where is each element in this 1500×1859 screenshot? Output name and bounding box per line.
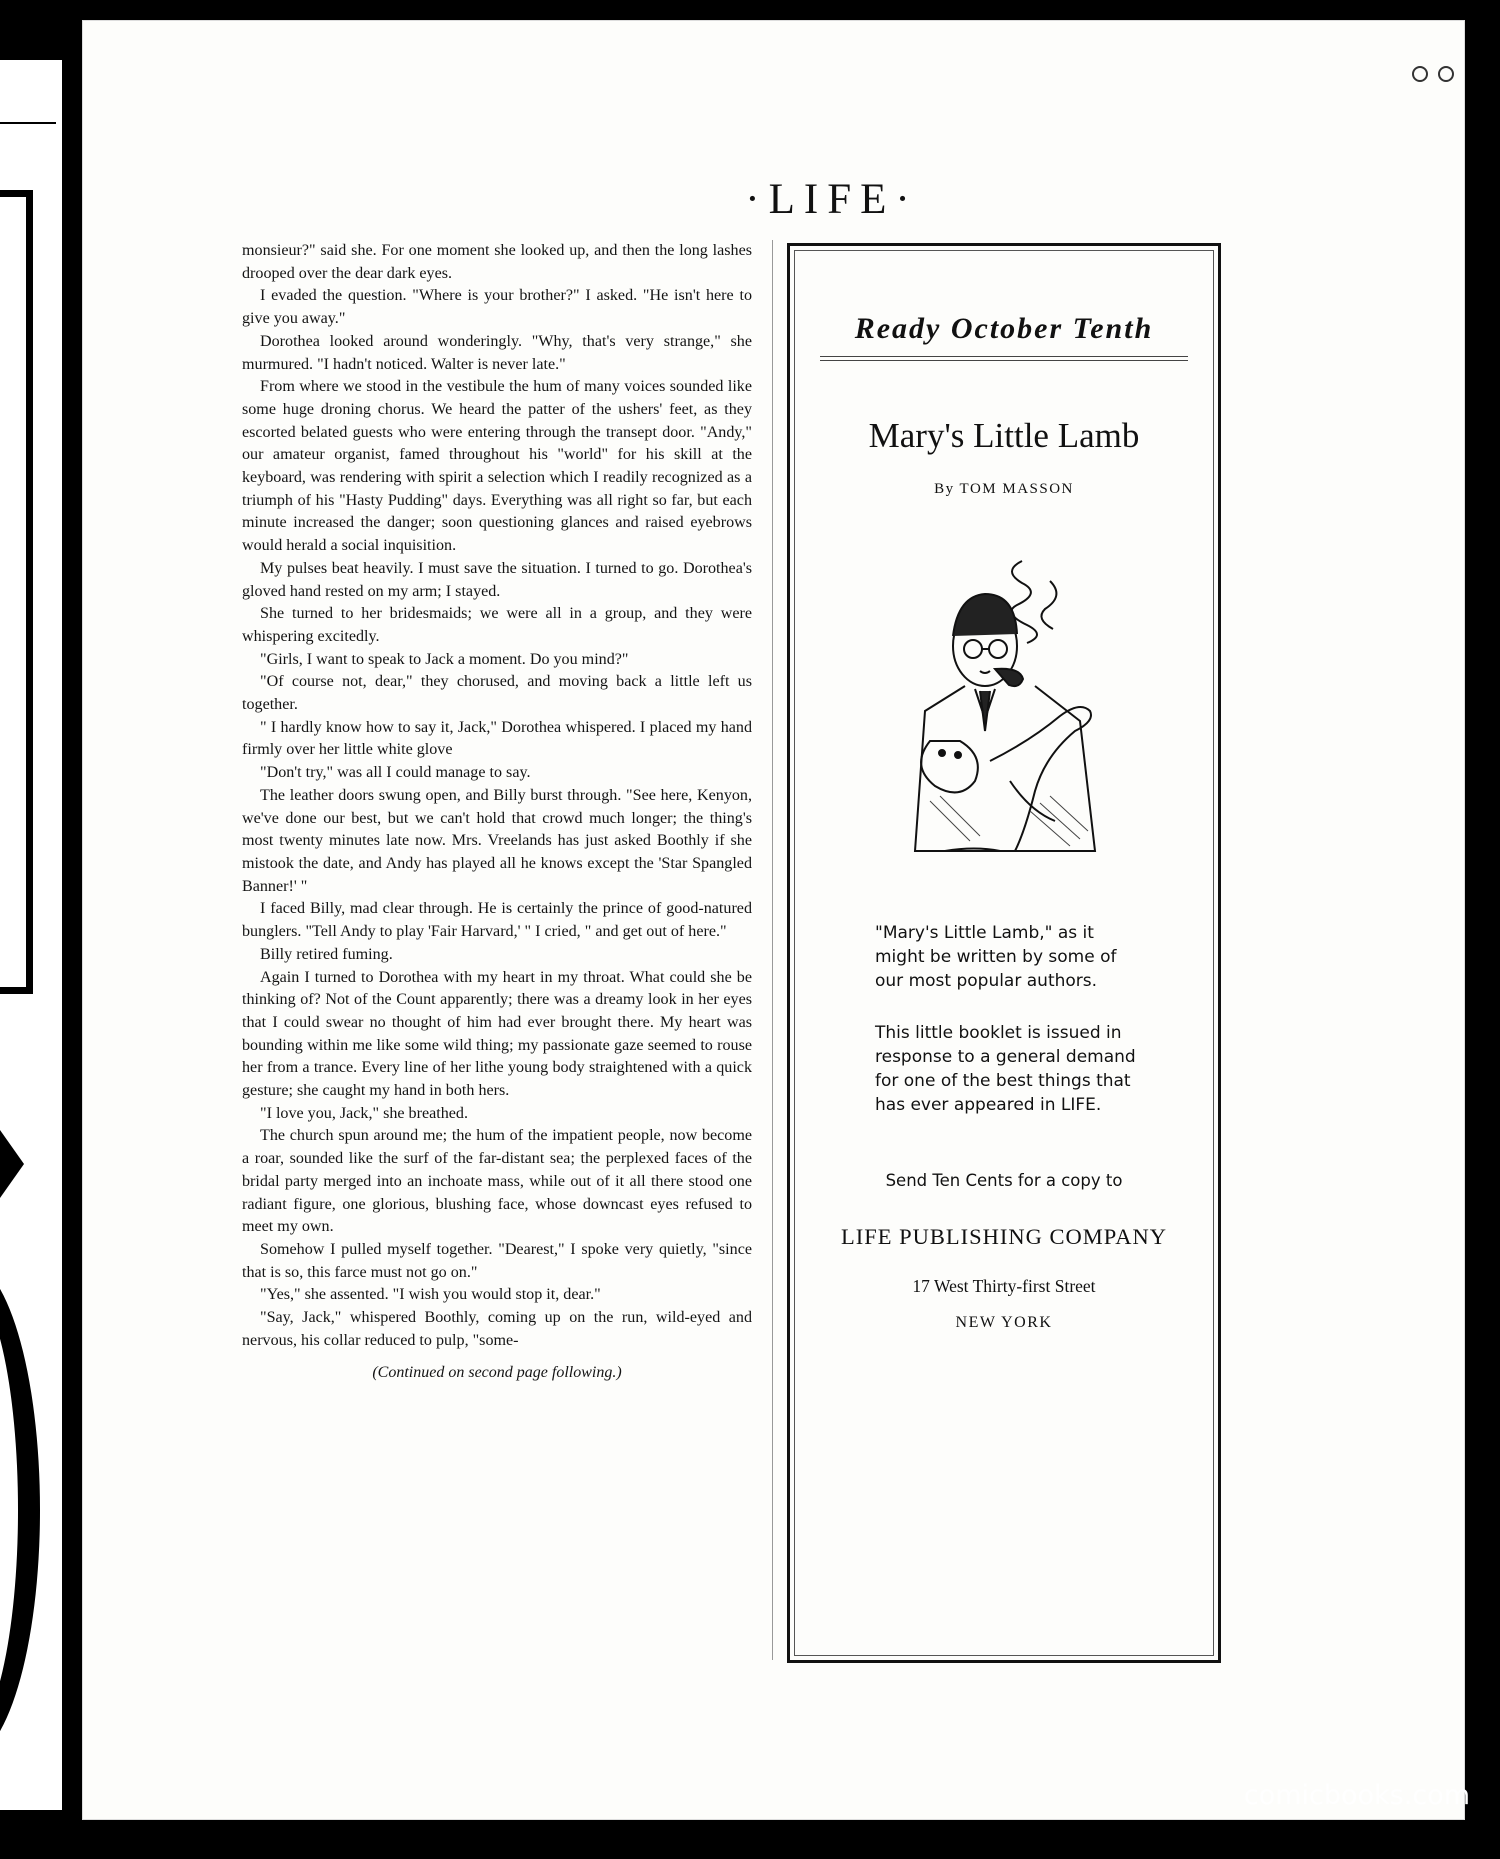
- story-paragraph: " I hardly know how to say it, Jack," Dorothea whispered. I placed my hand firmly over her little white glove: [242, 718, 752, 759]
- story-paragraph: Somehow I pulled myself together. "Dearest," I spoke very quietly, "since that is so, this farce must not go on.": [242, 1240, 752, 1281]
- magazine-page: [82, 20, 1465, 1820]
- story-paragraph: Again I turned to Dorothea with my heart in my throat. What could she be thinking of? Not of the Count apparently; there was a dreamy look in her eyes that I could swear no thought of him had ever brought there. My heart was bounding within me like some wild thing; my passionate gaze seemed to rouse her from a trance. Every line of her lithe young body straightened with a quick gesture; she caught my hand in both hers.: [242, 968, 752, 1100]
- story-paragraph: "Yes," she assented. "I wish you would stop it, dear.": [260, 1286, 601, 1304]
- story-paragraph: monsieur?" said she. For one moment she looked up, and then the long lashes drooped over the dear dark eyes.: [242, 242, 752, 282]
- facing-page-edge: [0, 60, 62, 1810]
- story-paragraph: "I love you, Jack," she breathed.: [260, 1104, 468, 1122]
- masthead: ·LIFE·: [745, 176, 919, 223]
- story-paragraph: From where we stood in the vestibule the hum of many voices sounded like some huge droning chorus. We heard the patter of the ushers' feet, as they escorted belated guests who were entering through the transept door. "Andy," our amateur organist, famed throughout his "world" for his skill at the keyboard, was rendering with spirit a selection which I readily recognized as a triumph of his "Hasty Pudding" days. Everything was all right so far, but each minute increased the danger; soon questioning glances and raised eyebrows would herald a social inquisition.: [242, 378, 752, 555]
- story-paragraph: I faced Billy, mad clear through. He is certainly the prince of good-natured bunglers. "Tell Andy to play 'Fair Harvard,' " I cried, " and get out of here.": [242, 900, 752, 941]
- continued-note: (Continued on second page following.): [372, 1364, 622, 1382]
- story-paragraph: She turned to her bridesmaids; we were all in a group, and they were whispering excitedly.: [242, 605, 752, 645]
- author-caricature-illustration: [910, 541, 1120, 866]
- story-paragraph: Dorothea looked around wonderingly. "Why, that's very strange," she murmured. "I hadn't noticed. Walter is never late.": [242, 332, 752, 373]
- story-paragraph: My pulses beat heavily. I must save the situation. I turned to go. Dorothea's gloved hand rested on my arm; I stayed.: [242, 559, 752, 600]
- book-advertisement: [787, 243, 1221, 1663]
- ad-city: NEW YORK: [955, 1314, 1053, 1331]
- ad-street-address: 17 West Thirty-first Street: [912, 1276, 1096, 1296]
- punch-hole: [1412, 66, 1428, 82]
- facing-page-arrow-shape: [0, 1130, 24, 1198]
- ad-rule: [820, 356, 1188, 361]
- story-paragraph: "Say, Jack," whispered Boothly, coming up on the run, wild-eyed and nervous, his collar reduced to pulp, "some-: [242, 1309, 752, 1349]
- story-paragraph: Billy retired fuming.: [260, 945, 393, 963]
- story-paragraph: "Don't try," was all I could manage to say.: [260, 764, 531, 782]
- facing-page-frame: [0, 190, 33, 994]
- ad-send-instructions: Send Ten Cents for a copy to: [885, 1171, 1123, 1190]
- story-paragraph: The leather doors swung open, and Billy burst through. "See here, Kenyon, we've done our best, but we can't hold that crowd much longer; the thing's most twenty minutes late now. Mrs. Vreelands has just asked Boothly if she mistook the date, and Andy has played all he knows except the 'Star Spangled Banner!' ": [242, 786, 752, 895]
- punch-hole: [1438, 66, 1454, 82]
- story-paragraph: "Girls, I want to speak to Jack a moment. Do you mind?": [260, 650, 629, 668]
- site-watermark: comicbooks.com: [1243, 1780, 1470, 1811]
- story-paragraph: I evaded the question. "Where is your brother?" I asked. "He isn't here to give you away.": [242, 287, 752, 328]
- facing-page-arc-shape: [0, 1260, 40, 1760]
- story-column: [242, 240, 752, 1385]
- ad-blurb-booklet: This little booklet is issued in response to a general demand for one of the best things that has ever appeared in LIFE.: [875, 1023, 1136, 1115]
- facing-page-rule: [0, 122, 56, 124]
- story-paragraph: "Of course not, dear," they chorused, and moving back a little left us together.: [242, 673, 752, 714]
- ad-ready-date: Ready October Tenth: [854, 312, 1154, 345]
- ad-author: By TOM MASSON: [934, 481, 1074, 497]
- ad-blurb-description: "Mary's Little Lamb," as it might be written by some of our most popular authors.: [875, 923, 1117, 991]
- ad-book-title: Mary's Little Lamb: [868, 416, 1140, 455]
- column-divider: [772, 240, 773, 1660]
- gutter: [62, 40, 82, 1820]
- story-paragraph: The church spun around me; the hum of the impatient people, now become a roar, sounded like the surf of the far-distant sea; the perplexed faces of the bridal party merged into an inchoate mass, while out of it all there stood one radiant figure, one glorious, blushing face, whose downcast eyes refused to meet my own.: [242, 1127, 752, 1236]
- ad-company-name: LIFE PUBLISHING COMPANY: [841, 1224, 1167, 1249]
